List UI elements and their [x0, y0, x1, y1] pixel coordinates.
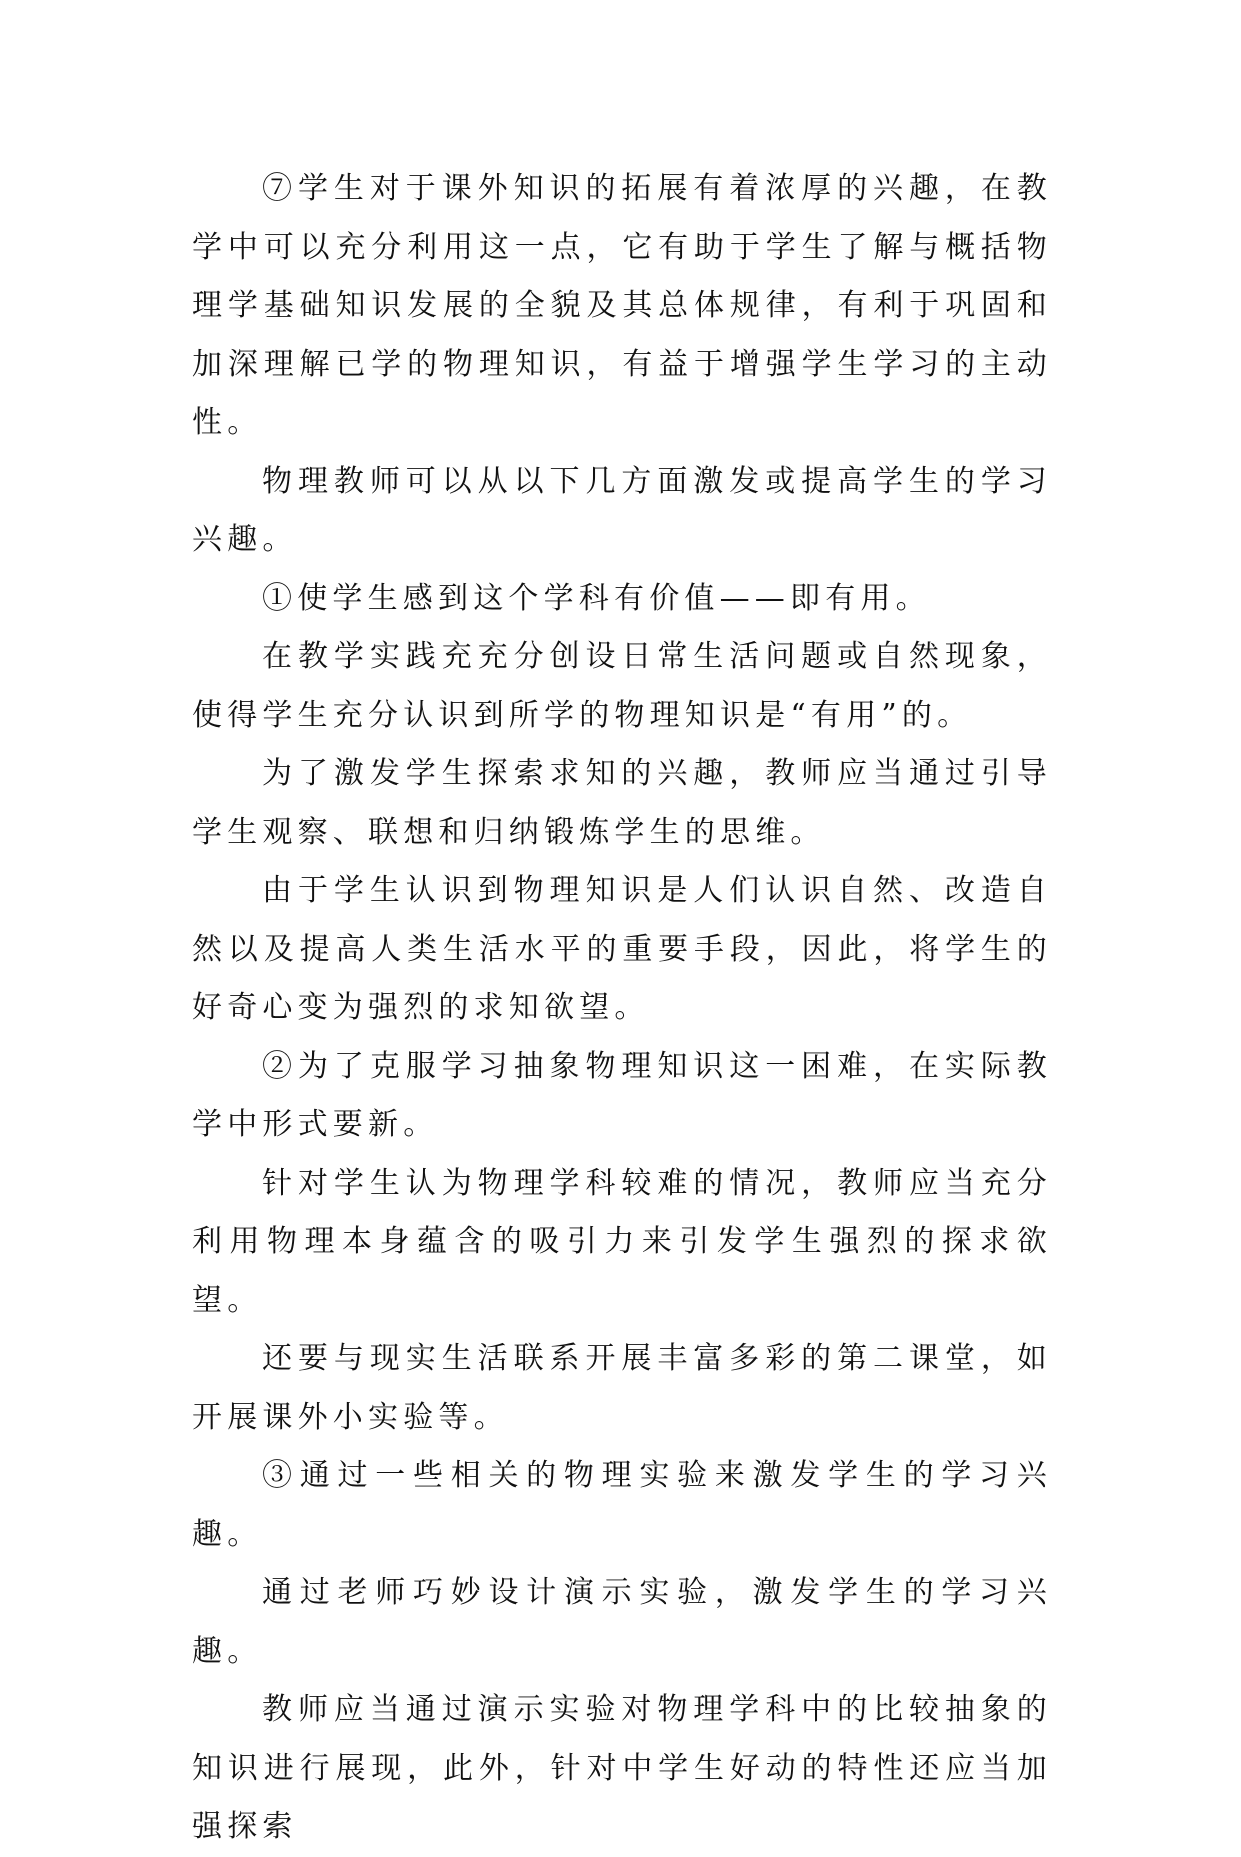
document-body [192, 160, 1052, 1857]
paragraph-interest-extension: ⑦学生对于课外知识的拓展有着浓厚的兴趣，在教学中可以充分利用这一点，它有助于学生了解与概括物理学基础知识发展的全貌及其总体规律，有利于巩固和加深理解已学的物理知识，有益于增强学生学习的主动性。 [192, 171, 1052, 440]
paragraph-demo-experiments: 通过老师巧妙设计演示实验，激发学生的学习兴趣。 [192, 1575, 1052, 1669]
paragraph-second-classroom: 还要与现实生活联系开展丰富多彩的第二课堂，如开展课外小实验等。 [192, 1341, 1052, 1435]
paragraph-point-2-heading: ②为了克服学习抽象物理知识这一困难，在实际教学中形式要新。 [192, 1048, 1052, 1142]
paragraph-daily-life-problems: 在教学实践充充分创设日常生活问题或自然现象，使得学生充分认识到所学的物理知识是“有用”的。 [192, 639, 1052, 733]
paragraph-point-1-heading: ①使学生感到这个学科有价值——即有用。 [262, 580, 931, 616]
paragraph-point-3-heading: ③通过一些相关的物理实验来激发学生的学习兴趣。 [192, 1458, 1052, 1552]
paragraph-physics-attraction: 针对学生认为物理学科较难的情况，教师应当充分利用物理本身蕴含的吸引力来引发学生强烈的探求欲望。 [192, 1165, 1052, 1318]
paragraph-curiosity-to-desire: 由于学生认识到物理知识是人们认识自然、改造自然以及提高人类生活水平的重要手段，因此，将学生的好奇心变为强烈的求知欲望。 [192, 873, 1052, 1025]
paragraph-abstract-knowledge: 教师应当通过演示实验对物理学科中的比较抽象的知识进行展现，此外，针对中学生好动的特性还应当加强探索 [192, 1692, 1052, 1844]
paragraph-teacher-methods-intro: 物理教师可以从以下几方面激发或提高学生的学习兴趣。 [192, 463, 1052, 557]
paragraph-inspire-exploration: 为了激发学生探索求知的兴趣，教师应当通过引导学生观察、联想和归纳锻炼学生的思维。 [192, 756, 1052, 850]
